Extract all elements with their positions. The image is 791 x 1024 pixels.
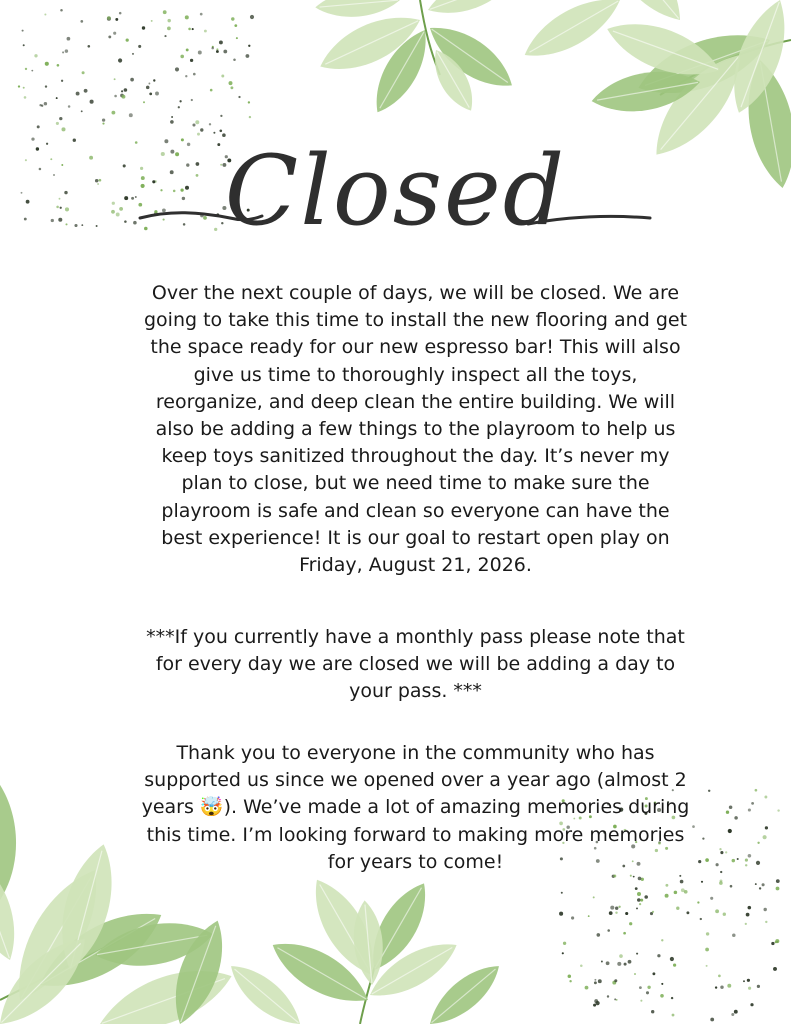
notice-paragraph-closure: Over the next couple of days, we will be closed. We are going to take this time to install the new flooring and get the space ready for our new espresso bar! This will also give us time to thoroughly inspect all the toys, reorganize, and deep clean the entire building. We will also be adding a few things to the playroom to help us keep toys sanitized throughout the day. It’s never my plan to close, but we need time to make sure the playroom is safe and clean so everyone can have the best experience! It is our goal to restart open play on Friday, August 21, 2026.	[143, 282, 688, 577]
notice-title: Closed	[224, 135, 567, 247]
leaves-bottom-center-illustration	[222, 870, 508, 1024]
leaves-top-center-illustration	[312, 0, 521, 120]
notice-paragraph-monthly-pass: ***If you currently have a monthly pass please note that for every day we are closed we will be adding a day to your pass. ***	[146, 626, 685, 703]
title-block	[130, 130, 661, 260]
notice-paragraph-thank-you: Thank you to everyone in the community who has supported us since we opened over a year ago (almost 2 years 🤯). We’ve made a lot of amazing memories during this time. I’m looking forward to making more memories for years to come!	[141, 742, 690, 873]
